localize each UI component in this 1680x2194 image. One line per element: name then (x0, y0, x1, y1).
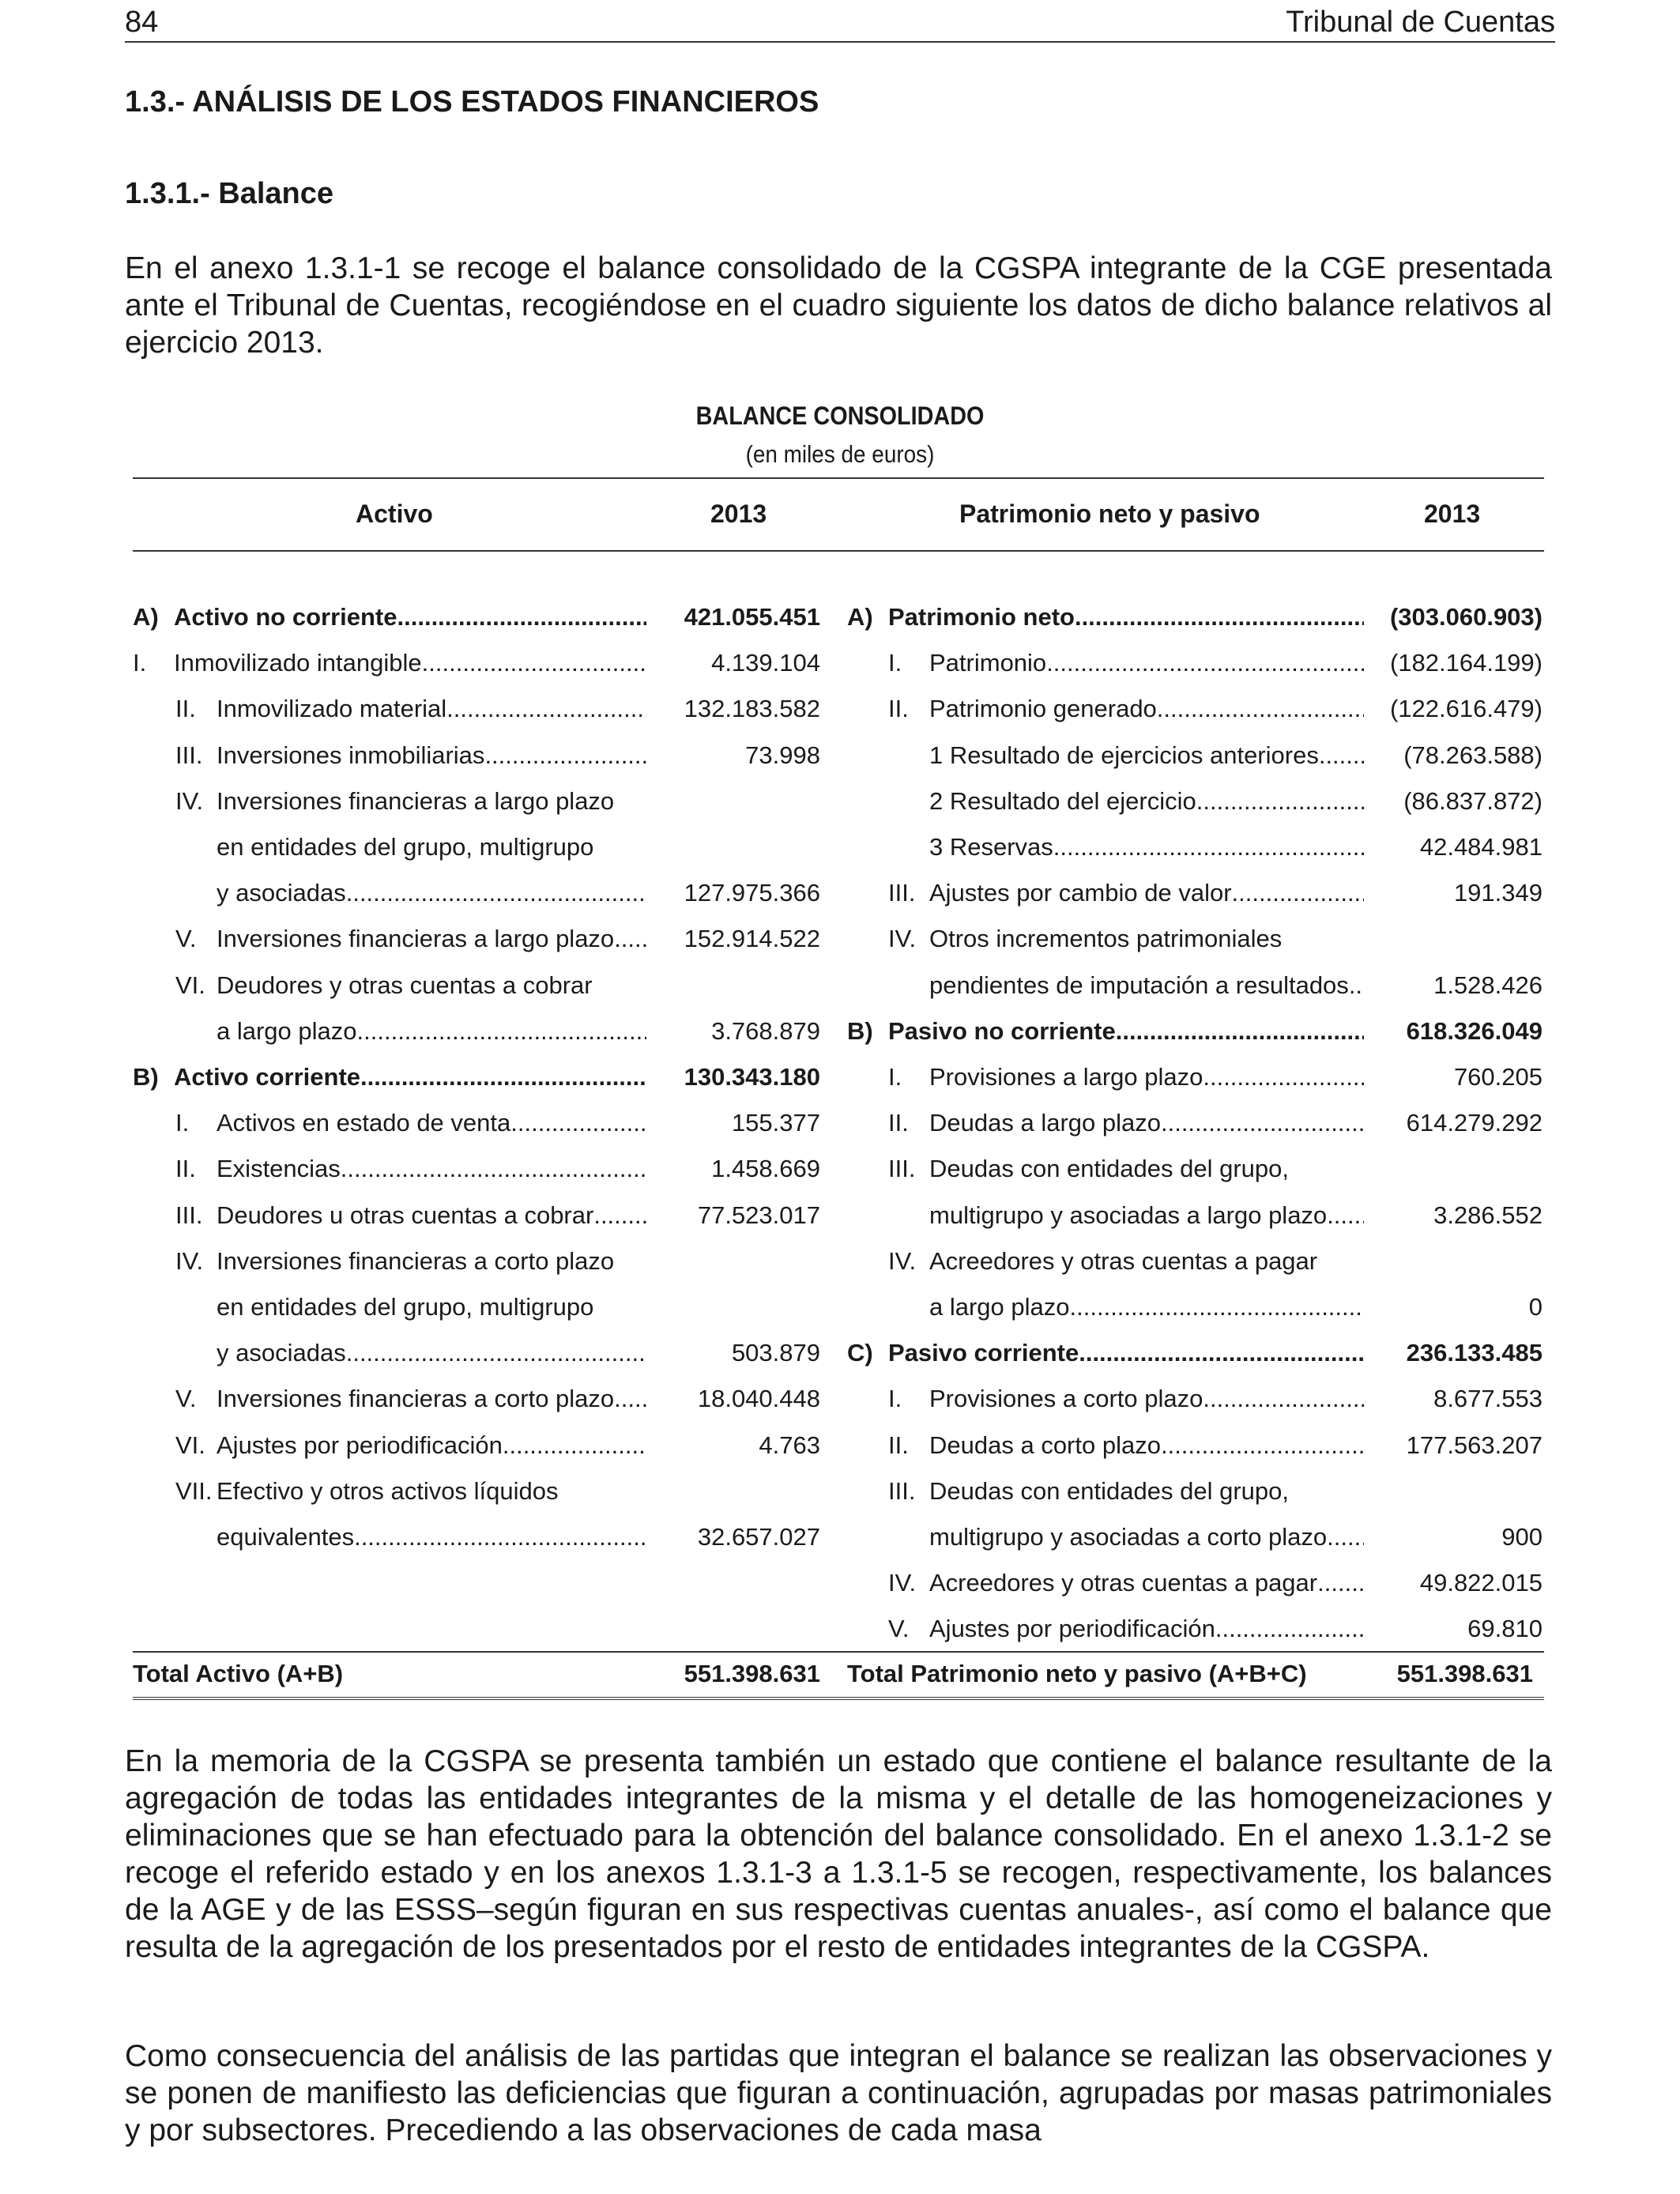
table-row (133, 1146, 820, 1192)
row-label (174, 1063, 646, 1091)
row-label (929, 1615, 1364, 1643)
row-label (217, 1247, 646, 1276)
col-header-year-right: 2013 (1424, 499, 1481, 528)
row-mark: C) (847, 1339, 873, 1367)
row-label (174, 649, 646, 677)
row-value: 3.768.879 (711, 1016, 820, 1045)
row-label (929, 1385, 1364, 1413)
table-row (133, 733, 820, 778)
row-label (217, 1201, 646, 1230)
row-value: (182.164.199) (1389, 649, 1543, 677)
leader-dots (1070, 1293, 1364, 1321)
row-mark: II. (888, 1109, 909, 1137)
row-label-text: Ajustes por periodificación (217, 1431, 503, 1459)
row-mark: IV. (888, 925, 917, 953)
row-label (929, 1063, 1364, 1091)
table-row (133, 686, 820, 732)
page-number: 84 (125, 5, 159, 39)
table-row (133, 916, 820, 962)
row-mark: III. (175, 741, 203, 769)
col-header-activo: Activo (356, 499, 433, 528)
row-value: 132.183.582 (684, 695, 820, 723)
row-label (929, 695, 1364, 723)
running-title: Tribunal de Cuentas (1286, 5, 1555, 39)
row-mark: III. (888, 1155, 916, 1183)
row-label-text: Deudas con entidades del grupo, (929, 1476, 1289, 1505)
row-label (217, 1523, 646, 1551)
row-label-text: Ajustes por periodificación (929, 1615, 1215, 1643)
leader-dots (446, 695, 646, 723)
row-value: 760.205 (1453, 1063, 1543, 1091)
row-value: 127.975.366 (684, 879, 820, 907)
leader-dots (1053, 833, 1364, 861)
row-label-text: Existencias (217, 1155, 341, 1183)
table-row (133, 1423, 820, 1468)
leader-dots (1327, 1523, 1364, 1551)
row-mark: V. (888, 1615, 910, 1643)
table-top-rule (133, 477, 1544, 479)
table-row (847, 963, 1543, 1008)
row-mark: IV. (888, 1246, 917, 1275)
col-header-year-left: 2013 (710, 499, 767, 528)
row-label (929, 1247, 1364, 1276)
leader-dots (341, 1155, 646, 1183)
table-title: BALANCE CONSOLIDADO (695, 401, 985, 430)
row-value: 177.563.207 (1406, 1431, 1543, 1459)
table-row (133, 1284, 820, 1330)
table-row (847, 778, 1543, 824)
leader-dots (346, 1339, 646, 1367)
row-label-text: Deudores y otras cuentas a cobrar (217, 971, 593, 999)
row-label (929, 649, 1364, 677)
row-value: 191.349 (1453, 879, 1543, 907)
total-activo-value: 551.398.631 (684, 1660, 820, 1687)
total-activo-label: Total Activo (A+B) (133, 1660, 344, 1687)
leader-dots (1232, 879, 1364, 907)
row-label (217, 925, 646, 953)
row-mark: VI. (175, 1431, 205, 1459)
row-label-text: Patrimonio (929, 649, 1047, 677)
table-row (133, 1514, 820, 1560)
total-pasivo-value: 551.398.631 (1396, 1660, 1533, 1687)
leader-dots (1349, 971, 1364, 1000)
section-heading: 1.3.- ANÁLISIS DE LOS ESTADOS FINANCIEROS (125, 85, 819, 119)
memoria-paragraph: En la memoria de la CGSPA se presenta también un estado que contiene el balance resultante de la agregación de todas las entidades integrantes de la misma y el detalle de las homogeneizaciones y eliminaciones que se han efectuado para la obtención del balance consolidado. En el anexo 1.3.1-2 se recoge el referido estado y en los anexos 1.3.1-3 a 1.3.1-5 se recogen, respectivamente, los balances de la AGE y de las ESSS–según figuran en sus respectivas cuentas anuales-, así como el balance que resulta de la agregación de los presentados por el resto de entidades integrantes de la CGSPA. (125, 1744, 1552, 1964)
row-label (929, 879, 1364, 907)
table-subtitle: (en miles de euros) (745, 440, 935, 468)
row-label (217, 787, 646, 816)
row-mark: V. (175, 1385, 197, 1413)
table-row (133, 1468, 820, 1514)
row-label-text: y asociadas (217, 1339, 346, 1367)
table-row (847, 1376, 1543, 1422)
row-label (929, 1201, 1364, 1230)
table-row (847, 1284, 1543, 1330)
row-label-text: a largo plazo (217, 1016, 357, 1045)
table-row (133, 1008, 820, 1054)
row-value: 155.377 (731, 1109, 820, 1137)
row-label-text: Efectivo y otros activos líquidos (217, 1476, 559, 1505)
row-label (217, 833, 646, 861)
row-label (929, 741, 1364, 770)
row-label-text: pendientes de imputación a resultados (929, 971, 1349, 999)
row-value: (78.263.588) (1403, 741, 1543, 769)
leader-dots (346, 879, 646, 907)
table-row (847, 916, 1543, 962)
leader-dots (360, 1063, 646, 1091)
table-bottom-rule (133, 1697, 1544, 1702)
row-mark: IV. (175, 1246, 204, 1275)
row-label-text: Inmovilizado intangible (174, 649, 422, 677)
table-row (133, 1193, 820, 1238)
table-row (133, 640, 820, 686)
row-mark: I. (175, 1109, 190, 1137)
row-label-text: 3 Reservas (929, 833, 1053, 861)
row-value: 1.458.669 (711, 1155, 820, 1183)
row-mark: III. (888, 879, 916, 907)
row-label (217, 1385, 646, 1413)
row-label (217, 695, 646, 723)
leader-dots (1075, 603, 1364, 631)
table-row (847, 1423, 1543, 1468)
row-mark: III. (888, 1476, 916, 1505)
row-label-text: Activos en estado de venta (217, 1109, 511, 1137)
table-row (847, 686, 1543, 732)
row-label (929, 925, 1364, 953)
row-mark: I. (888, 649, 902, 677)
table-row (847, 594, 1543, 640)
row-label (217, 1339, 646, 1367)
row-value: 18.040.448 (697, 1385, 820, 1413)
row-label (217, 1477, 646, 1506)
total-pasivo-row (847, 1651, 1533, 1697)
row-mark: I. (888, 1063, 902, 1091)
row-label-text: Inversiones financieras a largo plazo (217, 925, 615, 953)
row-label (929, 971, 1364, 1000)
row-value: 614.279.292 (1406, 1109, 1543, 1137)
page-header (125, 3, 1555, 43)
row-label (929, 1431, 1364, 1460)
row-mark: II. (175, 1155, 196, 1183)
row-mark: II. (888, 1431, 909, 1459)
row-mark: B) (847, 1016, 873, 1045)
row-label (217, 1155, 646, 1183)
row-label-text: Activo no corriente (174, 603, 397, 631)
row-label (929, 1109, 1364, 1137)
leader-dots (1079, 1339, 1364, 1367)
row-label (217, 1431, 646, 1460)
leader-dots (593, 1201, 646, 1230)
leader-dots (1203, 1063, 1364, 1091)
leader-dots (1116, 1017, 1364, 1046)
row-mark: I. (888, 1385, 902, 1413)
table-row (847, 1238, 1543, 1284)
row-label-text: Deudas a corto plazo (929, 1431, 1161, 1459)
leader-dots (1157, 695, 1364, 723)
leader-dots (422, 649, 646, 677)
row-label-text: Patrimonio generado (929, 695, 1157, 723)
row-label (217, 1109, 646, 1137)
table-row (133, 778, 820, 824)
row-value: 130.343.180 (684, 1063, 820, 1091)
table-row (133, 594, 820, 640)
row-label-text: Patrimonio neto (888, 603, 1075, 631)
row-label-text: Acreedores y otras cuentas a pagar (929, 1569, 1318, 1597)
row-value: 8.677.553 (1433, 1385, 1543, 1413)
row-mark: II. (888, 695, 909, 723)
row-label-text: Inmovilizado material (217, 695, 447, 723)
row-label-text: 2 Resultado del ejercicio (929, 786, 1196, 815)
total-activo-row (133, 1651, 820, 1697)
row-value: 1.528.426 (1433, 971, 1543, 999)
row-label-text: 1 Resultado de ejercicios anteriores (929, 741, 1319, 769)
row-mark: VII. (175, 1476, 213, 1505)
row-label-text: y asociadas (217, 879, 346, 907)
row-label-text: a largo plazo (929, 1293, 1070, 1321)
row-value: 236.133.485 (1406, 1339, 1543, 1367)
row-label-text: multigrupo y asociadas a corto plazo (929, 1523, 1328, 1551)
row-label-text: Ajustes por cambio de valor (929, 879, 1232, 907)
leader-dots (1161, 1109, 1364, 1137)
table-row (133, 1376, 820, 1422)
row-label (929, 1569, 1364, 1597)
row-value: 4.139.104 (711, 649, 820, 677)
row-value: 503.879 (731, 1339, 820, 1367)
intro-paragraph: En el anexo 1.3.1-1 se recoge el balance consolidado de la CGSPA integrante de la CGE presentada ante el Tribunal de Cuentas, recogiéndose en el cuadro siguiente los datos de dicho balance relativos al ejercicio 2013. (125, 251, 1552, 360)
table-row (133, 1238, 820, 1284)
table-row (133, 1100, 820, 1146)
leader-dots (614, 925, 646, 953)
row-value: 32.657.027 (697, 1523, 820, 1551)
row-value: 421.055.451 (684, 603, 820, 631)
row-value: 73.998 (745, 741, 820, 769)
leader-dots (1203, 1385, 1364, 1413)
row-mark: B) (133, 1063, 159, 1091)
row-mark: IV. (888, 1569, 917, 1597)
leader-dots (1196, 787, 1364, 816)
leader-dots (1161, 1431, 1364, 1460)
row-label (929, 1293, 1364, 1321)
row-label-text: Inversiones financieras a corto plazo (217, 1385, 615, 1413)
row-value: 618.326.049 (1406, 1016, 1543, 1045)
row-mark: VI. (175, 971, 205, 999)
row-label-text: Inversiones inmobiliarias (217, 741, 485, 769)
leader-dots (503, 1431, 646, 1460)
table-row (847, 824, 1543, 870)
row-value: 4.763 (759, 1431, 820, 1459)
row-label-text: equivalentes (217, 1523, 355, 1551)
table-row (847, 870, 1543, 916)
table-header-rule (133, 550, 1544, 552)
leader-dots (1046, 649, 1364, 677)
row-label (174, 603, 646, 631)
row-label (217, 1293, 646, 1321)
row-label (888, 1339, 1364, 1367)
table-row (847, 1468, 1543, 1514)
leader-dots (1317, 1569, 1364, 1597)
row-label (217, 1017, 646, 1046)
table-row (133, 1054, 820, 1100)
row-value: (303.060.903) (1389, 603, 1543, 631)
table-row (847, 1606, 1543, 1652)
row-label (929, 1523, 1364, 1551)
row-value: 900 (1501, 1523, 1543, 1551)
row-label-text: Deudores u otras cuentas a cobrar (217, 1201, 594, 1229)
row-value: 152.914.522 (684, 925, 820, 953)
table-row (847, 1100, 1543, 1146)
row-mark: I. (133, 649, 147, 677)
row-value: 69.810 (1467, 1615, 1543, 1643)
row-mark: IV. (175, 786, 204, 815)
leader-dots (1327, 1201, 1364, 1230)
row-value: 49.822.015 (1419, 1569, 1543, 1597)
subsection-heading: 1.3.1.- Balance (125, 177, 334, 210)
leader-dots (397, 603, 647, 631)
row-label-text: en entidades del grupo, multigrupo (217, 833, 594, 861)
consecuencia-paragraph: Como consecuencia del análisis de las partidas que integran el balance se realizan las observaciones y se ponen de manifiesto las deficiencias que figuran a continuación, agrupadas por masas patrimoniales y por subsectores. Precediendo a las observaciones de cada masa (125, 2039, 1552, 2147)
row-label (929, 1477, 1364, 1506)
row-label-text: multigrupo y asociadas a largo plazo (929, 1201, 1328, 1229)
row-value: (86.837.872) (1403, 786, 1543, 815)
table-row (847, 1193, 1543, 1238)
table-row (133, 824, 820, 870)
row-value: 0 (1528, 1293, 1543, 1321)
table-row (133, 963, 820, 1008)
table-row (133, 870, 820, 916)
row-value: 42.484.981 (1419, 833, 1543, 861)
row-label-text: Acreedores y otras cuentas a pagar (929, 1246, 1318, 1275)
row-label (929, 1155, 1364, 1183)
row-label-text: Provisiones a largo plazo (929, 1063, 1203, 1091)
row-label-text: Activo corriente (174, 1063, 361, 1091)
leader-dots (1319, 741, 1364, 770)
leader-dots (357, 1017, 646, 1046)
row-mark: A) (847, 603, 873, 631)
row-label (217, 879, 646, 907)
row-label-text: Provisiones a corto plazo (929, 1385, 1203, 1413)
row-mark: A) (133, 603, 159, 631)
row-label (888, 1017, 1364, 1046)
row-label-text: Deudas con entidades del grupo, (929, 1155, 1289, 1183)
leader-dots (614, 1385, 646, 1413)
leader-dots (484, 741, 646, 770)
row-mark: III. (175, 1201, 203, 1229)
table-row (847, 733, 1543, 778)
row-mark: II. (175, 695, 196, 723)
col-header-pasivo: Patrimonio neto y pasivo (959, 499, 1260, 528)
row-label-text: Inversiones financieras a largo plazo (217, 786, 615, 815)
row-value: 77.523.017 (697, 1201, 820, 1229)
row-label (888, 603, 1364, 631)
table-row (847, 1330, 1543, 1376)
table-row (847, 1514, 1543, 1560)
table-row (133, 1330, 820, 1376)
table-row (847, 1560, 1543, 1606)
row-label-text: Inversiones financieras a corto plazo (217, 1246, 615, 1275)
row-label-text: en entidades del grupo, multigrupo (217, 1293, 594, 1321)
leader-dots (354, 1523, 646, 1551)
row-label (929, 787, 1364, 816)
row-value: (122.616.479) (1389, 695, 1543, 723)
table-row (847, 640, 1543, 686)
row-label (217, 741, 646, 770)
table-row (847, 1054, 1543, 1100)
total-pasivo-label: Total Patrimonio neto y pasivo (A+B+C) (847, 1660, 1307, 1687)
row-mark: V. (175, 925, 197, 953)
table-row (847, 1008, 1543, 1054)
row-label (217, 971, 646, 1000)
row-label-text: Pasivo no corriente (888, 1016, 1116, 1045)
row-label-text: Deudas a largo plazo (929, 1109, 1161, 1137)
row-value: 3.286.552 (1433, 1201, 1543, 1229)
table-row (847, 1146, 1543, 1192)
leader-dots (510, 1109, 646, 1137)
row-label (929, 833, 1364, 861)
row-label-text: Pasivo corriente (888, 1339, 1079, 1367)
row-label-text: Otros incrementos patrimoniales (929, 925, 1283, 953)
leader-dots (1215, 1615, 1364, 1643)
